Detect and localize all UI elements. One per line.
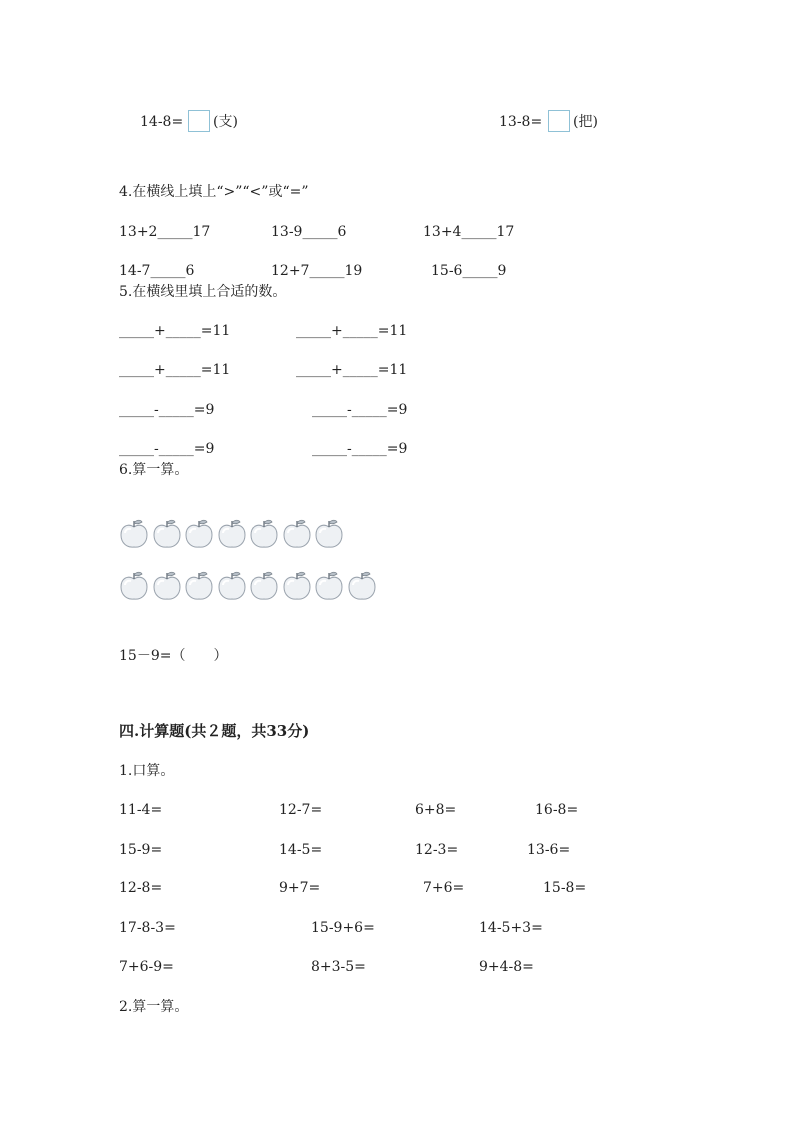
q5-blank: _____-_____=9	[312, 441, 408, 457]
q5-blank: _____-_____=9	[119, 402, 215, 418]
expr-13-8: 13-8=	[499, 114, 543, 130]
oral-calc-item: 12-8=	[119, 880, 163, 896]
unit-ba: (把)	[573, 114, 598, 130]
oral-calc-item: 11-4=	[119, 802, 163, 818]
oral-calc-item: 15-8=	[543, 880, 587, 896]
oral-calc-item: 7+6=	[423, 880, 465, 896]
apple-icon	[119, 569, 149, 601]
oral-calc-item: 7+6-9=	[119, 959, 174, 975]
q5-blank: _____-_____=9	[312, 402, 408, 418]
q5-blank: _____+_____=11	[119, 323, 231, 339]
oral-calc-item: 15-9+6=	[311, 920, 375, 936]
apple-icon	[119, 517, 149, 549]
q5-blank: _____+_____=11	[119, 362, 231, 378]
q5-blank: _____+_____=11	[296, 323, 408, 339]
apple-icon	[249, 569, 279, 601]
apple-icon	[152, 517, 182, 549]
apple-icon	[184, 569, 214, 601]
apple-icon	[249, 517, 279, 549]
q5-blank: _____-_____=9	[119, 441, 215, 457]
oral-calc-item: 14-5=	[279, 842, 323, 858]
q4-item: 13-9_____6	[271, 224, 347, 240]
q4-title: 4.在横线上填上“>”“<”或“=”	[119, 184, 309, 200]
apple-icon	[152, 569, 182, 601]
oral-calc-item: 8+3-5=	[311, 959, 366, 975]
apple-icon	[184, 517, 214, 549]
apple-icon	[314, 517, 344, 549]
apple-icon	[282, 517, 312, 549]
q4-item: 13+2_____17	[119, 224, 211, 240]
oral-calc-item: 13-6=	[527, 842, 571, 858]
q4-item: 12+7_____19	[271, 263, 363, 279]
apple-icon	[217, 517, 247, 549]
q5-blank: _____+_____=11	[296, 362, 408, 378]
oral-calc-item: 17-8-3=	[119, 920, 176, 936]
apple-icon	[217, 569, 247, 601]
oral-calc-item: 9+4-8=	[479, 959, 534, 975]
q5-title: 5.在横线里填上合适的数。	[119, 284, 287, 300]
answer-box-left[interactable]	[188, 110, 210, 132]
oral-calc-item: 14-5+3=	[479, 920, 543, 936]
oral-calc-item: 9+7=	[279, 880, 321, 896]
apple-icon	[314, 569, 344, 601]
oral-calc-item: 6+8=	[415, 802, 457, 818]
q4-item: 14-7_____6	[119, 263, 195, 279]
q4-item: 13+4_____17	[423, 224, 515, 240]
q6-title: 6.算一算。	[119, 462, 189, 478]
q6-equation: 15－9=（ ）	[119, 648, 228, 664]
oral-calc-item: 16-8=	[535, 802, 579, 818]
expr-14-8: 14-8=	[140, 114, 184, 130]
answer-box-right[interactable]	[548, 110, 570, 132]
oral-calc-item: 12-7=	[279, 802, 323, 818]
section4-sub2: 2.算一算。	[119, 999, 189, 1015]
section4-sub1: 1.口算。	[119, 763, 175, 779]
apple-icon	[282, 569, 312, 601]
unit-zhi: (支)	[213, 114, 238, 130]
apple-icon	[347, 569, 377, 601]
section4-title: 四.计算题(共２题，共33分)	[119, 722, 310, 740]
oral-calc-item: 15-9=	[119, 842, 163, 858]
q4-item: 15-6_____9	[431, 263, 507, 279]
oral-calc-item: 12-3=	[415, 842, 459, 858]
